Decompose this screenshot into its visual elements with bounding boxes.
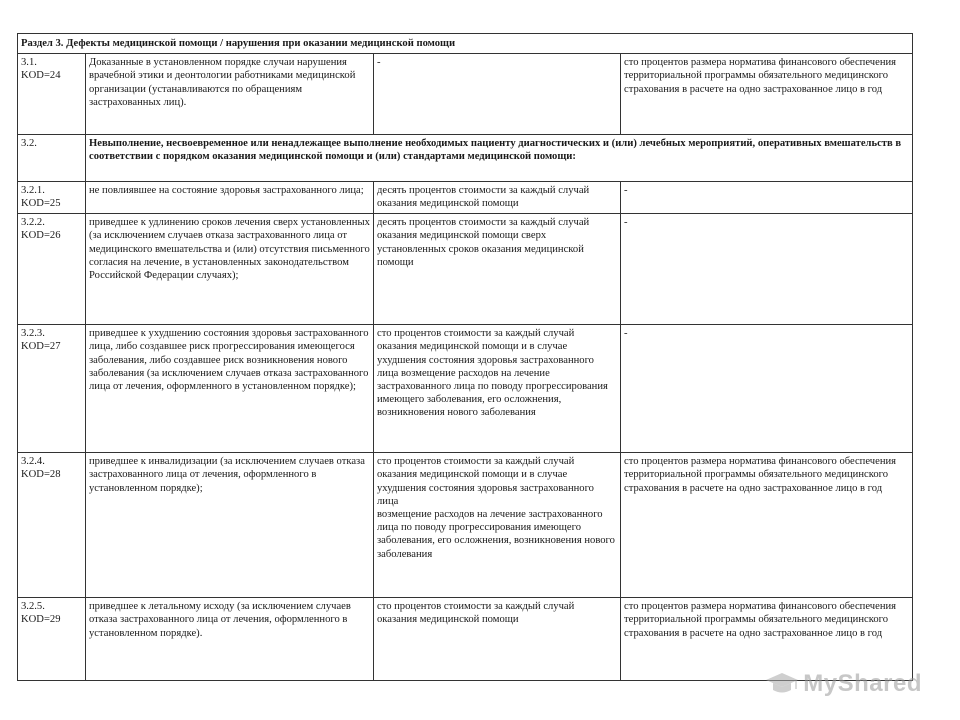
table-row: [18, 325, 913, 453]
row-code: 3.2.1. KOD=25: [18, 182, 86, 214]
table-row: [18, 182, 913, 214]
row-description: приведшее к летальному исходу (за исключением случаев отказа застрахованного лица от лечения, оформленного в установленном порядке).: [86, 598, 374, 681]
row-code: 3.2.3. KOD=27: [18, 325, 86, 453]
mortarboard-icon: [765, 671, 799, 697]
table-row: [18, 598, 913, 681]
row-fine: сто процентов размера норматива финансового обеспечения территориальной программы обязательного медицинского страхования в расчете на одно застрахованное лицо в год: [621, 54, 913, 135]
table-row: [18, 54, 913, 135]
table-row: [18, 214, 913, 325]
table-row: [18, 135, 913, 182]
row-fine: сто процентов размера норматива финансового обеспечения территориальной программы обязательного медицинского страхования в расчете на одно застрахованное лицо в год: [621, 453, 913, 598]
row-fine: -: [621, 214, 913, 325]
row-description: приведшее к удлинению сроков лечения сверх установленных (за исключением случаев отказа застрахованного лица от медицинского вмешательства и (или) отсутствия письменного согласия на лечение, в установленных законодательством Российской Федерации случаях);: [86, 214, 374, 325]
row-code: 3.1. KOD=24: [18, 54, 86, 135]
row-fine: сто процентов размера норматива финансового обеспечения территориальной программы обязательного медицинского страхования в расчете на одно застрахованное лицо в год: [621, 598, 913, 681]
row-payment-reduction: сто процентов стоимости за каждый случай оказания медицинской помощи и в случае ухудшения состояния здоровья застрахованного лица возмещение расходов на лечение застрахованного лица по поводу прогрессирования имеющего заболевания, его осложнения, возникновения нового заболевания: [374, 325, 621, 453]
section-header-row: [18, 34, 913, 54]
row-fine: -: [621, 325, 913, 453]
row-code: 3.2.4. KOD=28: [18, 453, 86, 598]
row-code: 3.2.2. KOD=26: [18, 214, 86, 325]
defects-table: [17, 33, 913, 681]
row-payment-reduction: сто процентов стоимости за каждый случай оказания медицинской помощи и в случае ухудшения состояния здоровья застрахованного лица возмещение расходов на лечение застрахованного лица по поводу прогрессирования имеющего заболевания, его осложнения, возникновения нового заболевания: [374, 453, 621, 598]
row-description: приведшее к инвалидизации (за исключением случаев отказа застрахованного лица от лечения, оформленного в установленном порядке);: [86, 453, 374, 598]
row-fine: -: [621, 182, 913, 214]
row-payment-reduction: десять процентов стоимости за каждый случай оказания медицинской помощи сверх установленных сроков оказания медицинской помощи: [374, 214, 621, 325]
row-description: Доказанные в установленном порядке случаи нарушения врачебной этики и деонтологии работниками медицинской организации (устанавливаются по обращениям застрахованных лиц).: [86, 54, 374, 135]
row-payment-reduction: сто процентов стоимости за каждый случай оказания медицинской помощи: [374, 598, 621, 681]
section-header: Раздел 3. Дефекты медицинской помощи / нарушения при оказании медицинской помощи: [18, 34, 913, 54]
row-description: приведшее к ухудшению состояния здоровья застрахованного лица, либо создавшее риск прогрессирования имеющегося заболевания, либо создавшее риск возникновения нового заболевания (за исключением случаев отказа застрахованного лица от лечения, оформленного в установленном порядке);: [86, 325, 374, 453]
row-payment-reduction: десять процентов стоимости за каждый случай оказания медицинской помощи: [374, 182, 621, 214]
row-code: 3.2.: [18, 135, 86, 182]
row-payment-reduction: -: [374, 54, 621, 135]
table-row: [18, 453, 913, 598]
watermark: [765, 670, 922, 698]
row-description: не повлиявшее на состояние здоровья застрахованного лица;: [86, 182, 374, 214]
watermark-text: MyShared: [803, 670, 922, 697]
row-subheader: Невыполнение, несвоевременное или ненадлежащее выполнение необходимых пациенту диагностических и (или) лечебных мероприятий, оперативных вмешательств в соответствии с порядком оказания медицинской помощи и (или) стандартами медицинской помощи:: [86, 135, 913, 182]
row-code: 3.2.5. KOD=29: [18, 598, 86, 681]
